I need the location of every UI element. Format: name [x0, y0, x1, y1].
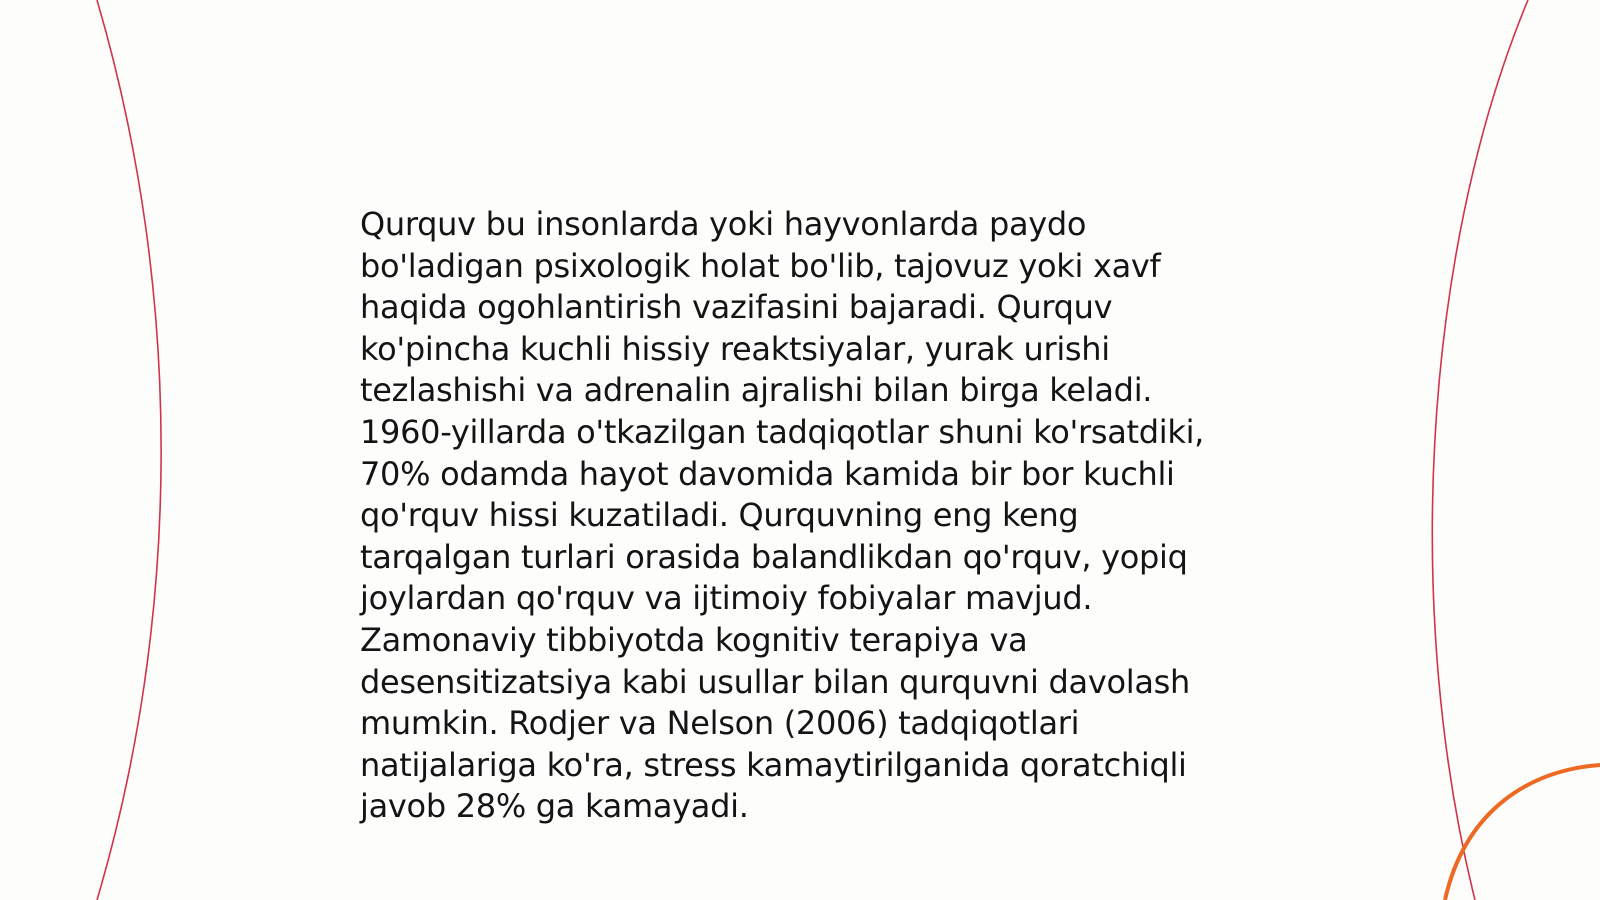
right-curve-line [1432, 0, 1528, 900]
left-curve-line [97, 0, 161, 900]
accent-arc [1445, 765, 1600, 900]
slide-body-text: Qurquv bu insonlarda yoki hayvonlarda paydo bo'ladigan psixologik holat bo'lib, tajovuz yoki xavf haqida ogohlantirish vazifasini bajaradi. Qurquv ko'pincha kuchli hissiy reaktsiyalar, yurak urishi tezlashishi va adrenalin ajralishi bilan birga keladi. 1960-yillarda o'tkazilgan tadqiqotlar shuni ko'rsatdiki, 70% odamda hayot davomida kamida bir bor kuchli qo'rquv hissi kuzatiladi. Qurquvning eng keng tarqalgan turlari orasida balandlikdan qo'rquv, yopiq joylardan qo'rquv va ijtimoiy fobiyalar mavjud. Zamonaviy tibbiyotda kognitiv terapiya va desensitizatsiya kabi usullar bilan qurquvni davolash mumkin. Rodjer va Nelson (2006) tadqiqotlari natijalariga ko'ra, stress kamaytirilganida qoratchiqli javob 28% ga kamayadi. [360, 205, 1205, 826]
